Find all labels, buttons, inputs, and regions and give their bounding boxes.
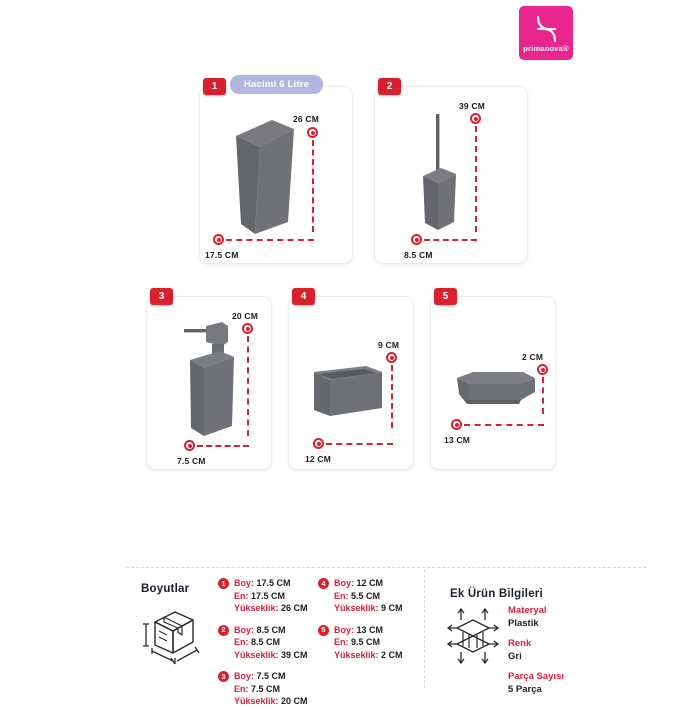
value-boy: 17.5 CM (256, 578, 291, 588)
package-box-icon (137, 606, 201, 673)
dimensions-section-title: Boyutlar (141, 583, 190, 595)
panel-4-width-dot (313, 438, 324, 449)
label-yukseklik: Yükseklik: (334, 649, 379, 660)
label-boy: Boy: (234, 624, 254, 635)
label-yukseklik: Yükseklik: (234, 696, 279, 706)
panel-2-height-label: 39 CM (459, 101, 486, 111)
panel-2-width-label: 8.5 CM (404, 250, 433, 260)
label-boy: Boy: (234, 671, 254, 681)
panel-1-width-line (226, 239, 314, 241)
label-yukseklik: Yükseklik: (234, 649, 279, 660)
value-yukseklik: 26 CM (281, 603, 308, 613)
dimension-height-row (334, 602, 403, 615)
panel-2-height-line (475, 126, 477, 232)
value-boy: 8.5 CM (256, 624, 286, 635)
extra-info-list (508, 604, 564, 703)
info-key: Parça Sayısı (508, 671, 564, 682)
panel-3-width-label: 7.5 CM (177, 456, 206, 466)
dimension-depth-row (234, 683, 308, 696)
info-key: Materyal (508, 605, 547, 616)
soap-dish-icon (447, 368, 539, 416)
label-en: En: (334, 637, 349, 647)
info-item (508, 637, 564, 663)
panel-5-width-dot (451, 419, 462, 430)
panel-1-height-line (312, 140, 314, 232)
info-value: Plastik (508, 618, 539, 629)
dimension-depth-row (234, 636, 308, 649)
info-item (508, 670, 564, 696)
dimension-entry (318, 577, 403, 615)
panel-3-width-line (197, 445, 249, 447)
panel-5-height-label: 2 CM (522, 352, 544, 362)
dimension-entry (218, 577, 308, 615)
panel-5-height-line (542, 377, 544, 414)
value-boy: 12 CM (356, 578, 384, 588)
dimension-height-row (234, 695, 308, 708)
dimensions-column-left (218, 577, 308, 717)
panel-4-height-dot (386, 352, 397, 363)
panel-5-height-dot (537, 364, 548, 375)
dimensions-column-right (318, 577, 403, 670)
waste-bin-icon (228, 112, 298, 242)
panel-3-number: 3 (150, 288, 173, 305)
panel-5-width-line (464, 424, 544, 426)
dimension-height-row (234, 649, 308, 662)
dimension-width-row (334, 577, 403, 590)
primanova-swirl-icon (529, 14, 563, 44)
label-en: En: (234, 637, 249, 647)
dimension-entry-index: 5 (318, 625, 329, 636)
dimension-depth-row (334, 590, 403, 603)
panel-2-height-dot (470, 113, 481, 124)
panel-1-volume-badge: Hacimi 6 Litre (230, 75, 323, 94)
toilet-brush-holder-icon (415, 110, 465, 240)
info-key: Renk (508, 638, 532, 649)
value-en: 9.5 CM (351, 637, 381, 647)
panel-4-height-line (391, 365, 393, 428)
label-en: En: (234, 683, 249, 694)
soap-dispenser-icon (176, 316, 246, 446)
value-en: 17.5 CM (251, 590, 286, 601)
dimension-entry-index: 3 (218, 671, 229, 682)
value-yukseklik: 9 CM (381, 603, 403, 613)
label-en: En: (334, 590, 349, 601)
dimension-arrows-icon (447, 606, 499, 671)
panel-3-width-dot (184, 440, 195, 451)
dimension-width-row (234, 624, 308, 637)
label-yukseklik: Yükseklik: (334, 603, 379, 613)
value-en: 5.5 CM (351, 590, 381, 601)
dimension-height-row (334, 649, 403, 662)
dimension-depth-row (334, 636, 403, 649)
panel-5-width-label: 13 CM (444, 435, 471, 445)
panel-1-width-dot (213, 234, 224, 245)
dimension-entry (318, 624, 403, 662)
value-yukseklik: 39 CM (281, 649, 308, 660)
extra-info-section-title: Ek Ürün Bilgileri (450, 588, 543, 600)
section-divider-vertical (424, 570, 425, 688)
dimension-width-row (334, 624, 403, 637)
dimension-height-row (234, 602, 308, 615)
label-en: En: (234, 590, 249, 601)
label-boy: Boy: (334, 578, 354, 588)
panel-4-height-label: 9 CM (378, 340, 400, 350)
panel-2-width-dot (411, 234, 422, 245)
value-en: 8.5 CM (251, 637, 281, 647)
label-boy: Boy: (234, 578, 254, 588)
info-item (508, 604, 564, 630)
panel-3-height-label: 20 CM (232, 311, 259, 321)
value-boy: 13 CM (356, 624, 384, 635)
panel-4-width-line (326, 443, 393, 445)
value-boy: 7.5 CM (256, 671, 286, 681)
dimension-width-row (234, 670, 308, 683)
value-yukseklik: 2 CM (381, 649, 403, 660)
value-yukseklik: 20 CM (281, 696, 308, 706)
dimension-entry-index: 2 (218, 625, 229, 636)
panel-5-number: 5 (434, 288, 457, 305)
panel-3-height-line (247, 336, 249, 436)
panel-4-width-label: 12 CM (305, 454, 332, 464)
label-boy: Boy: (334, 624, 354, 635)
value-en: 7.5 CM (251, 683, 281, 694)
info-value: Gri (508, 651, 522, 662)
dimension-entry (218, 670, 308, 708)
panel-2-number: 2 (378, 78, 401, 95)
dimension-entry (218, 624, 308, 662)
toothbrush-holder-icon (308, 358, 388, 428)
dimension-width-row (234, 577, 308, 590)
panel-1-height-label: 26 CM (293, 114, 320, 124)
brand-name: primanova® (523, 43, 569, 53)
panel-2-width-line (424, 239, 477, 241)
panel-1-height-dot (307, 127, 318, 138)
dimension-entry-index: 1 (218, 578, 229, 589)
dimension-depth-row (234, 590, 308, 603)
section-divider-horizontal (126, 567, 646, 568)
dimension-entry-index: 4 (318, 578, 329, 589)
info-value: 5 Parça (508, 684, 542, 695)
panel-1-number: 1 (203, 78, 226, 95)
panel-3-height-dot (242, 323, 253, 334)
brand-logo (519, 6, 573, 60)
label-yukseklik: Yükseklik: (234, 603, 279, 613)
panel-1-width-label: 17.5 CM (205, 250, 239, 260)
panel-4-number: 4 (292, 288, 315, 305)
